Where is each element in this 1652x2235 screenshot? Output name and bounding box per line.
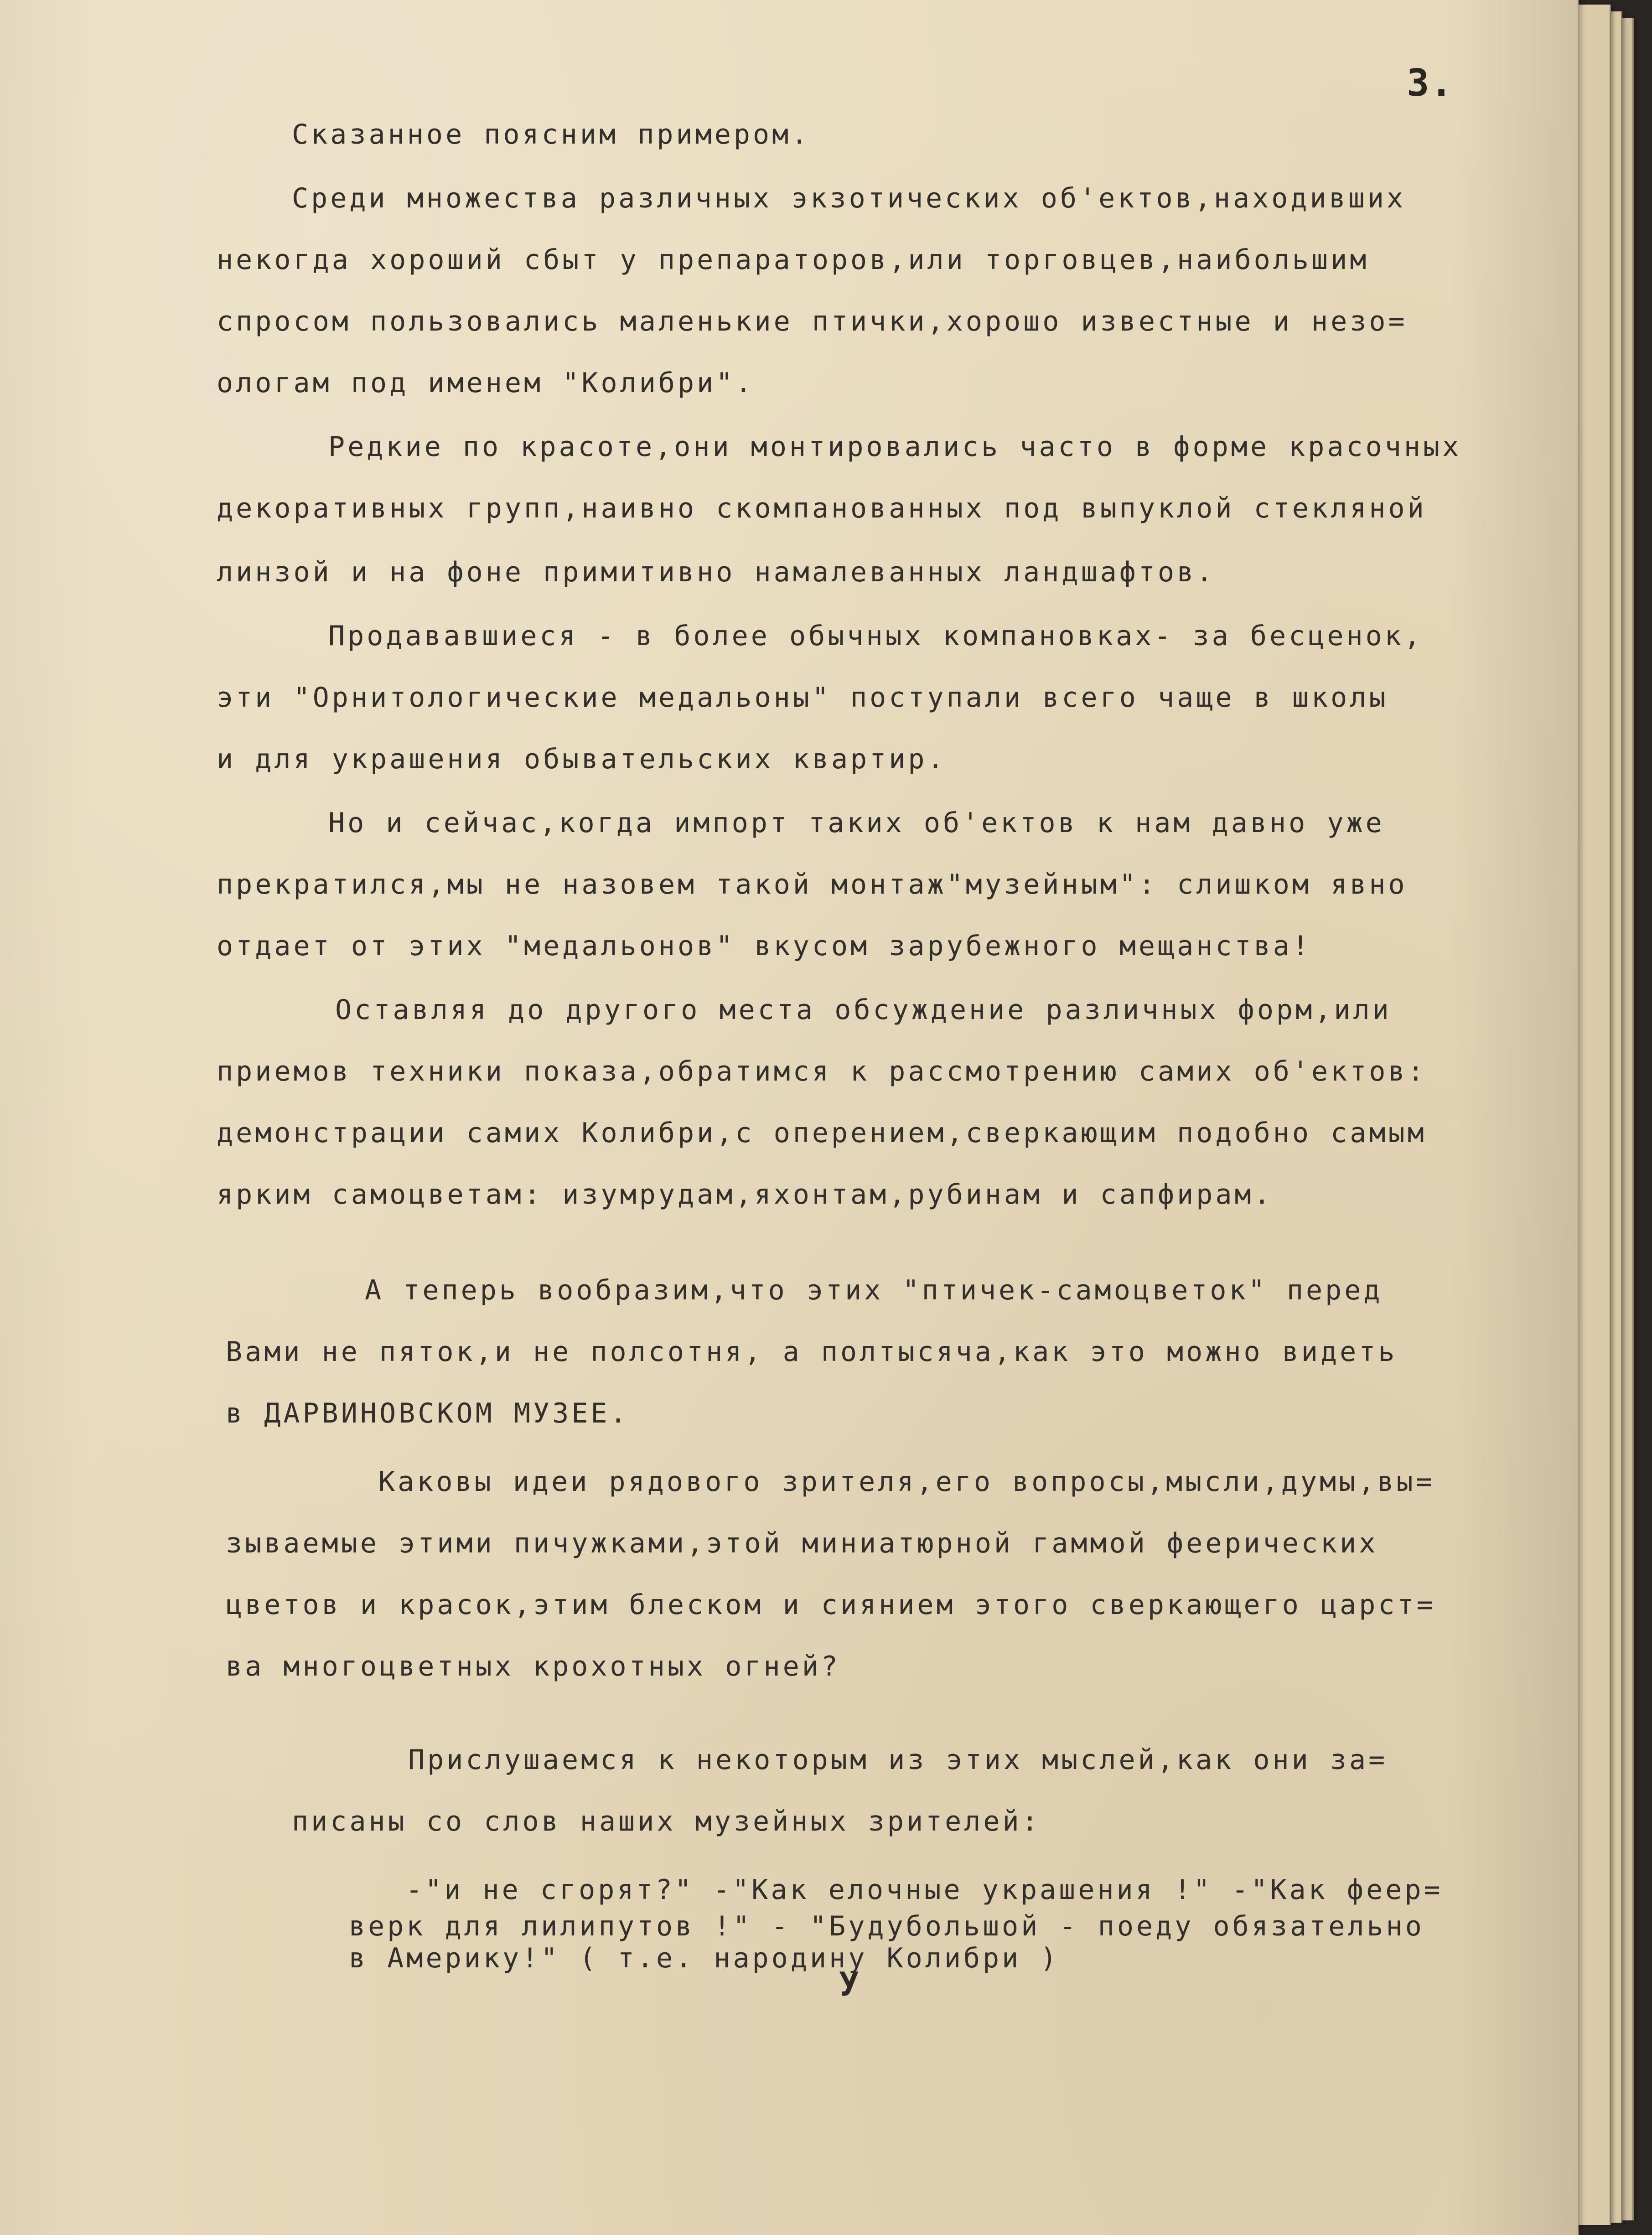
text-line: верк для лилипутов !" - "Будубольшой - поеду обязательно [349, 1910, 1424, 1942]
text-line: -"и не сгорят?" -"Как елочные украшения !" -"Как феер= [406, 1874, 1443, 1906]
text-line: отдает от этих "медальонов" вкусом зарубежного мещанства! [217, 930, 1312, 962]
text-line: и для украшения обывательских квартир. [217, 743, 947, 775]
text-line: декоративных групп,наивно скомпанованных под выпуклой стекляной [217, 492, 1427, 524]
text-line: Среди множества различных экзотических об'ектов,находивших [292, 182, 1406, 214]
text-line: Вами не пяток,и не полсотня, а полтысяча,как это можно видеть [226, 1336, 1398, 1368]
text-line: некогда хороший сбыт у препараторов,или торговцев,наибольшим [217, 244, 1369, 276]
text-line: Прислушаемся к некоторым из этих мыслей,как они за= [408, 1744, 1388, 1776]
text-line: Продававшиеся - в более обычных компановках- за бесценок, [328, 620, 1424, 652]
text-line: ярким самоцветам: изумрудам,яхонтам,рубинам и сапфирам. [217, 1179, 1273, 1211]
text-line: демонстрации самих Колибри,с оперением,сверкающим подобно самым [217, 1117, 1427, 1149]
text-line: приемов техники показа,обратимся к рассмотрению самих об'ектов: [217, 1055, 1427, 1087]
text-line: прекратился,мы не назовем такой монтаж"музейным": слишком явно [217, 869, 1408, 900]
text-line: в Америку!" ( т.е. народину Колибри ) [349, 1942, 1060, 1974]
text-line: Сказанное поясним примером. [292, 119, 811, 150]
text-line: А теперь вообразим,что этих "птичек-самоцветок" перед [365, 1274, 1383, 1306]
page-number: 3. [1407, 62, 1454, 105]
text-line: Оставляя до другого места обсуждение различных форм,или [335, 994, 1392, 1026]
text-line: Но и сейчас,когда импорт таких об'ектов к нам давно уже [328, 807, 1385, 839]
text-line: ологам под именем "Колибри". [217, 367, 755, 399]
text-line: спросом пользовались маленькие птички,хорошо известные и незо= [217, 305, 1408, 337]
text-line: зываемые этими пичужками,этой миниатюрной гаммой феерических [226, 1527, 1378, 1559]
text-line: писаны со слов наших музейных зрителей: [292, 1806, 1041, 1837]
text-line: эти "Орнитологические медальоны" поступали всего чаще в школы [217, 682, 1388, 714]
footnote-mark: У [839, 1965, 859, 2003]
text-line: Редкие по красоте,они монтировались часто в форме красочных [328, 431, 1462, 463]
text-line: в ДАРВИНОВСКОМ МУЗЕЕ. [226, 1397, 629, 1429]
text-line: линзой и на фоне примитивно намалеванных ландшафтов. [217, 556, 1216, 588]
text-line: ва многоцветных крохотных огней? [226, 1650, 840, 1682]
text-line: Каковы идеи рядового зрителя,его вопросы,мысли,думы,вы= [378, 1466, 1435, 1498]
text-line: цветов и красок,этим блеском и сиянием этого сверкающего царст= [226, 1589, 1436, 1621]
